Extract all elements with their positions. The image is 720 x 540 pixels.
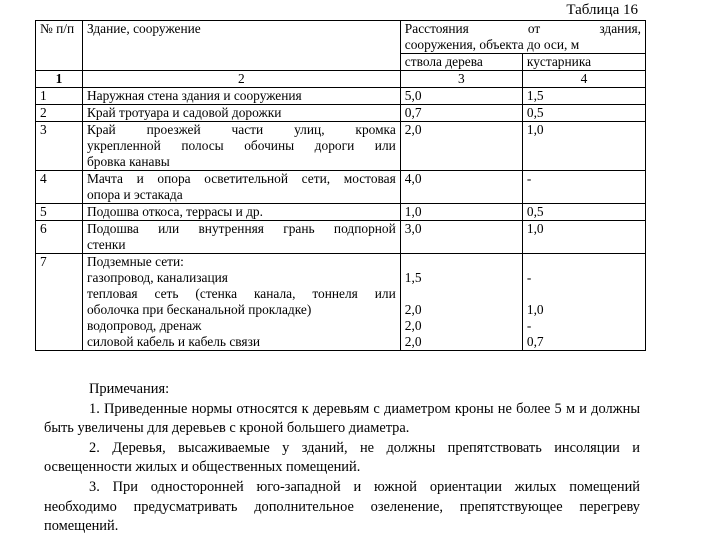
col-number-1: 1: [36, 71, 83, 88]
row-description: [82, 221, 400, 254]
tree-value: 2,0: [404, 302, 422, 317]
row-tree-distance: [400, 122, 522, 171]
row-number: 1: [36, 88, 83, 105]
description-line: Подземные сети:: [86, 254, 184, 269]
row-number: 6: [36, 221, 83, 254]
row-shrub-distance: [522, 221, 645, 254]
col-number-2: 2: [82, 71, 400, 88]
shrub-value: -: [526, 318, 532, 333]
row-shrub-distance: [522, 105, 645, 122]
shrub-value: 0,7: [526, 334, 544, 349]
description-line: водопровод, дренаж: [86, 318, 202, 333]
notes-section: [44, 380, 640, 537]
description-line: бровка канавы: [86, 154, 170, 169]
description-line: Подошва откоса, террасы и др.: [86, 204, 263, 219]
row-description: [82, 122, 400, 171]
row-number: 2: [36, 105, 83, 122]
notes-title: Примечания:: [89, 381, 170, 397]
row-tree-distance: [400, 171, 522, 204]
description-line: газопровод, канализация: [86, 270, 228, 285]
col-number-4: 4: [522, 71, 645, 88]
table-row: [36, 204, 646, 221]
table-row: [36, 171, 646, 204]
header-distance-part2: от: [527, 21, 541, 36]
description-line: укрепленной полосы обочины дороги или: [86, 138, 396, 153]
row-description: [82, 88, 400, 105]
header-distance: [400, 21, 645, 54]
distance-table: [35, 20, 646, 351]
description-line: Край тротуара и садовой дорожки: [86, 105, 282, 120]
description-line: тепловая сеть (стенка канала, тоннеля или: [86, 286, 396, 301]
row-number: 4: [36, 171, 83, 204]
row-tree-distance: [400, 88, 522, 105]
tree-value: [405, 254, 518, 270]
shrub-value: [527, 286, 641, 302]
description-line: Наружная стена здания и сооружения: [86, 88, 302, 103]
shrub-value: -: [526, 270, 532, 285]
row-shrub-distance: [522, 171, 645, 204]
description-line: Край проезжей части улиц, кромка: [86, 122, 396, 137]
header-building: Здание, сооружение: [82, 21, 400, 71]
row-tree-distance: [400, 221, 522, 254]
header-shrub: кустарника: [522, 54, 645, 71]
tree-value: 5,0: [404, 88, 422, 103]
row-shrub-distance: [522, 204, 645, 221]
description-line: опора и эстакада: [86, 187, 183, 202]
table-caption: Таблица 16: [566, 2, 638, 18]
tree-value: 1,0: [404, 204, 422, 219]
row-shrub-distance: [522, 88, 645, 105]
description-line: Подошва или внутренняя грань подпорной: [86, 221, 396, 236]
tree-value: 0,7: [404, 105, 422, 120]
header-distance-part1: Расстояния: [404, 21, 469, 36]
row-number: 7: [36, 254, 83, 351]
tree-value: 2,0: [404, 122, 422, 137]
note-1: 1. Приведенные нормы относятся к деревьям с диаметром кроны не более 5 м и должны быть увеличены для деревьев с кроной большего диаметра.: [44, 400, 640, 437]
shrub-value: -: [526, 171, 532, 186]
row-description: [82, 204, 400, 221]
tree-value: [405, 286, 518, 302]
shrub-value: [527, 254, 641, 270]
description-line: стенки: [86, 237, 126, 252]
description-line: оболочка при бесканальной прокладке): [86, 302, 312, 317]
row-description: [82, 105, 400, 122]
row-shrub-distance: [522, 254, 645, 351]
row-description: [82, 254, 400, 351]
tree-value: 3,0: [404, 221, 422, 236]
shrub-value: 1,5: [526, 88, 544, 103]
table-row: [36, 221, 646, 254]
shrub-value: 0,5: [526, 204, 544, 219]
header-distance-part3: здания,: [599, 21, 641, 36]
shrub-value: 1,0: [526, 221, 544, 236]
table-header-row: [36, 21, 646, 54]
table-number-row: [36, 71, 646, 88]
row-number: 3: [36, 122, 83, 171]
description-line: силовой кабель и кабель связи: [86, 334, 261, 349]
shrub-value: 1,0: [526, 122, 544, 137]
note-2: 2. Деревья, высаживаемые у зданий, не должны препятствовать инсоляции и освещенности жилых и общественных помещений.: [44, 439, 640, 476]
row-tree-distance: [400, 204, 522, 221]
shrub-value: 0,5: [526, 105, 544, 120]
row-tree-distance: [400, 254, 522, 351]
header-distance-line2: сооружения, объекта до оси, м: [404, 37, 580, 52]
description-line: Мачта и опора осветительной сети, мостовая: [86, 171, 396, 186]
tree-value: 4,0: [404, 171, 422, 186]
table-body: [36, 88, 646, 351]
note-3: 3. При односторонней юго-западной и южной ориентации жилых помещений необходимо предусматривать дополнительное озеленение, препятствующее перегреву помещений.: [44, 478, 640, 535]
row-description: [82, 171, 400, 204]
col-number-3: 3: [400, 71, 522, 88]
row-number: 5: [36, 204, 83, 221]
tree-value: 2,0: [404, 318, 422, 333]
tree-value: 2,0: [404, 334, 422, 349]
row-tree-distance: [400, 105, 522, 122]
table-row: [36, 105, 646, 122]
table-row: [36, 254, 646, 351]
header-num: № п/п: [36, 21, 83, 71]
table-row: [36, 88, 646, 105]
shrub-value: 1,0: [526, 302, 544, 317]
tree-value: 1,5: [404, 270, 422, 285]
table-row: [36, 122, 646, 171]
header-trunk: ствола дерева: [400, 54, 522, 71]
row-shrub-distance: [522, 122, 645, 171]
